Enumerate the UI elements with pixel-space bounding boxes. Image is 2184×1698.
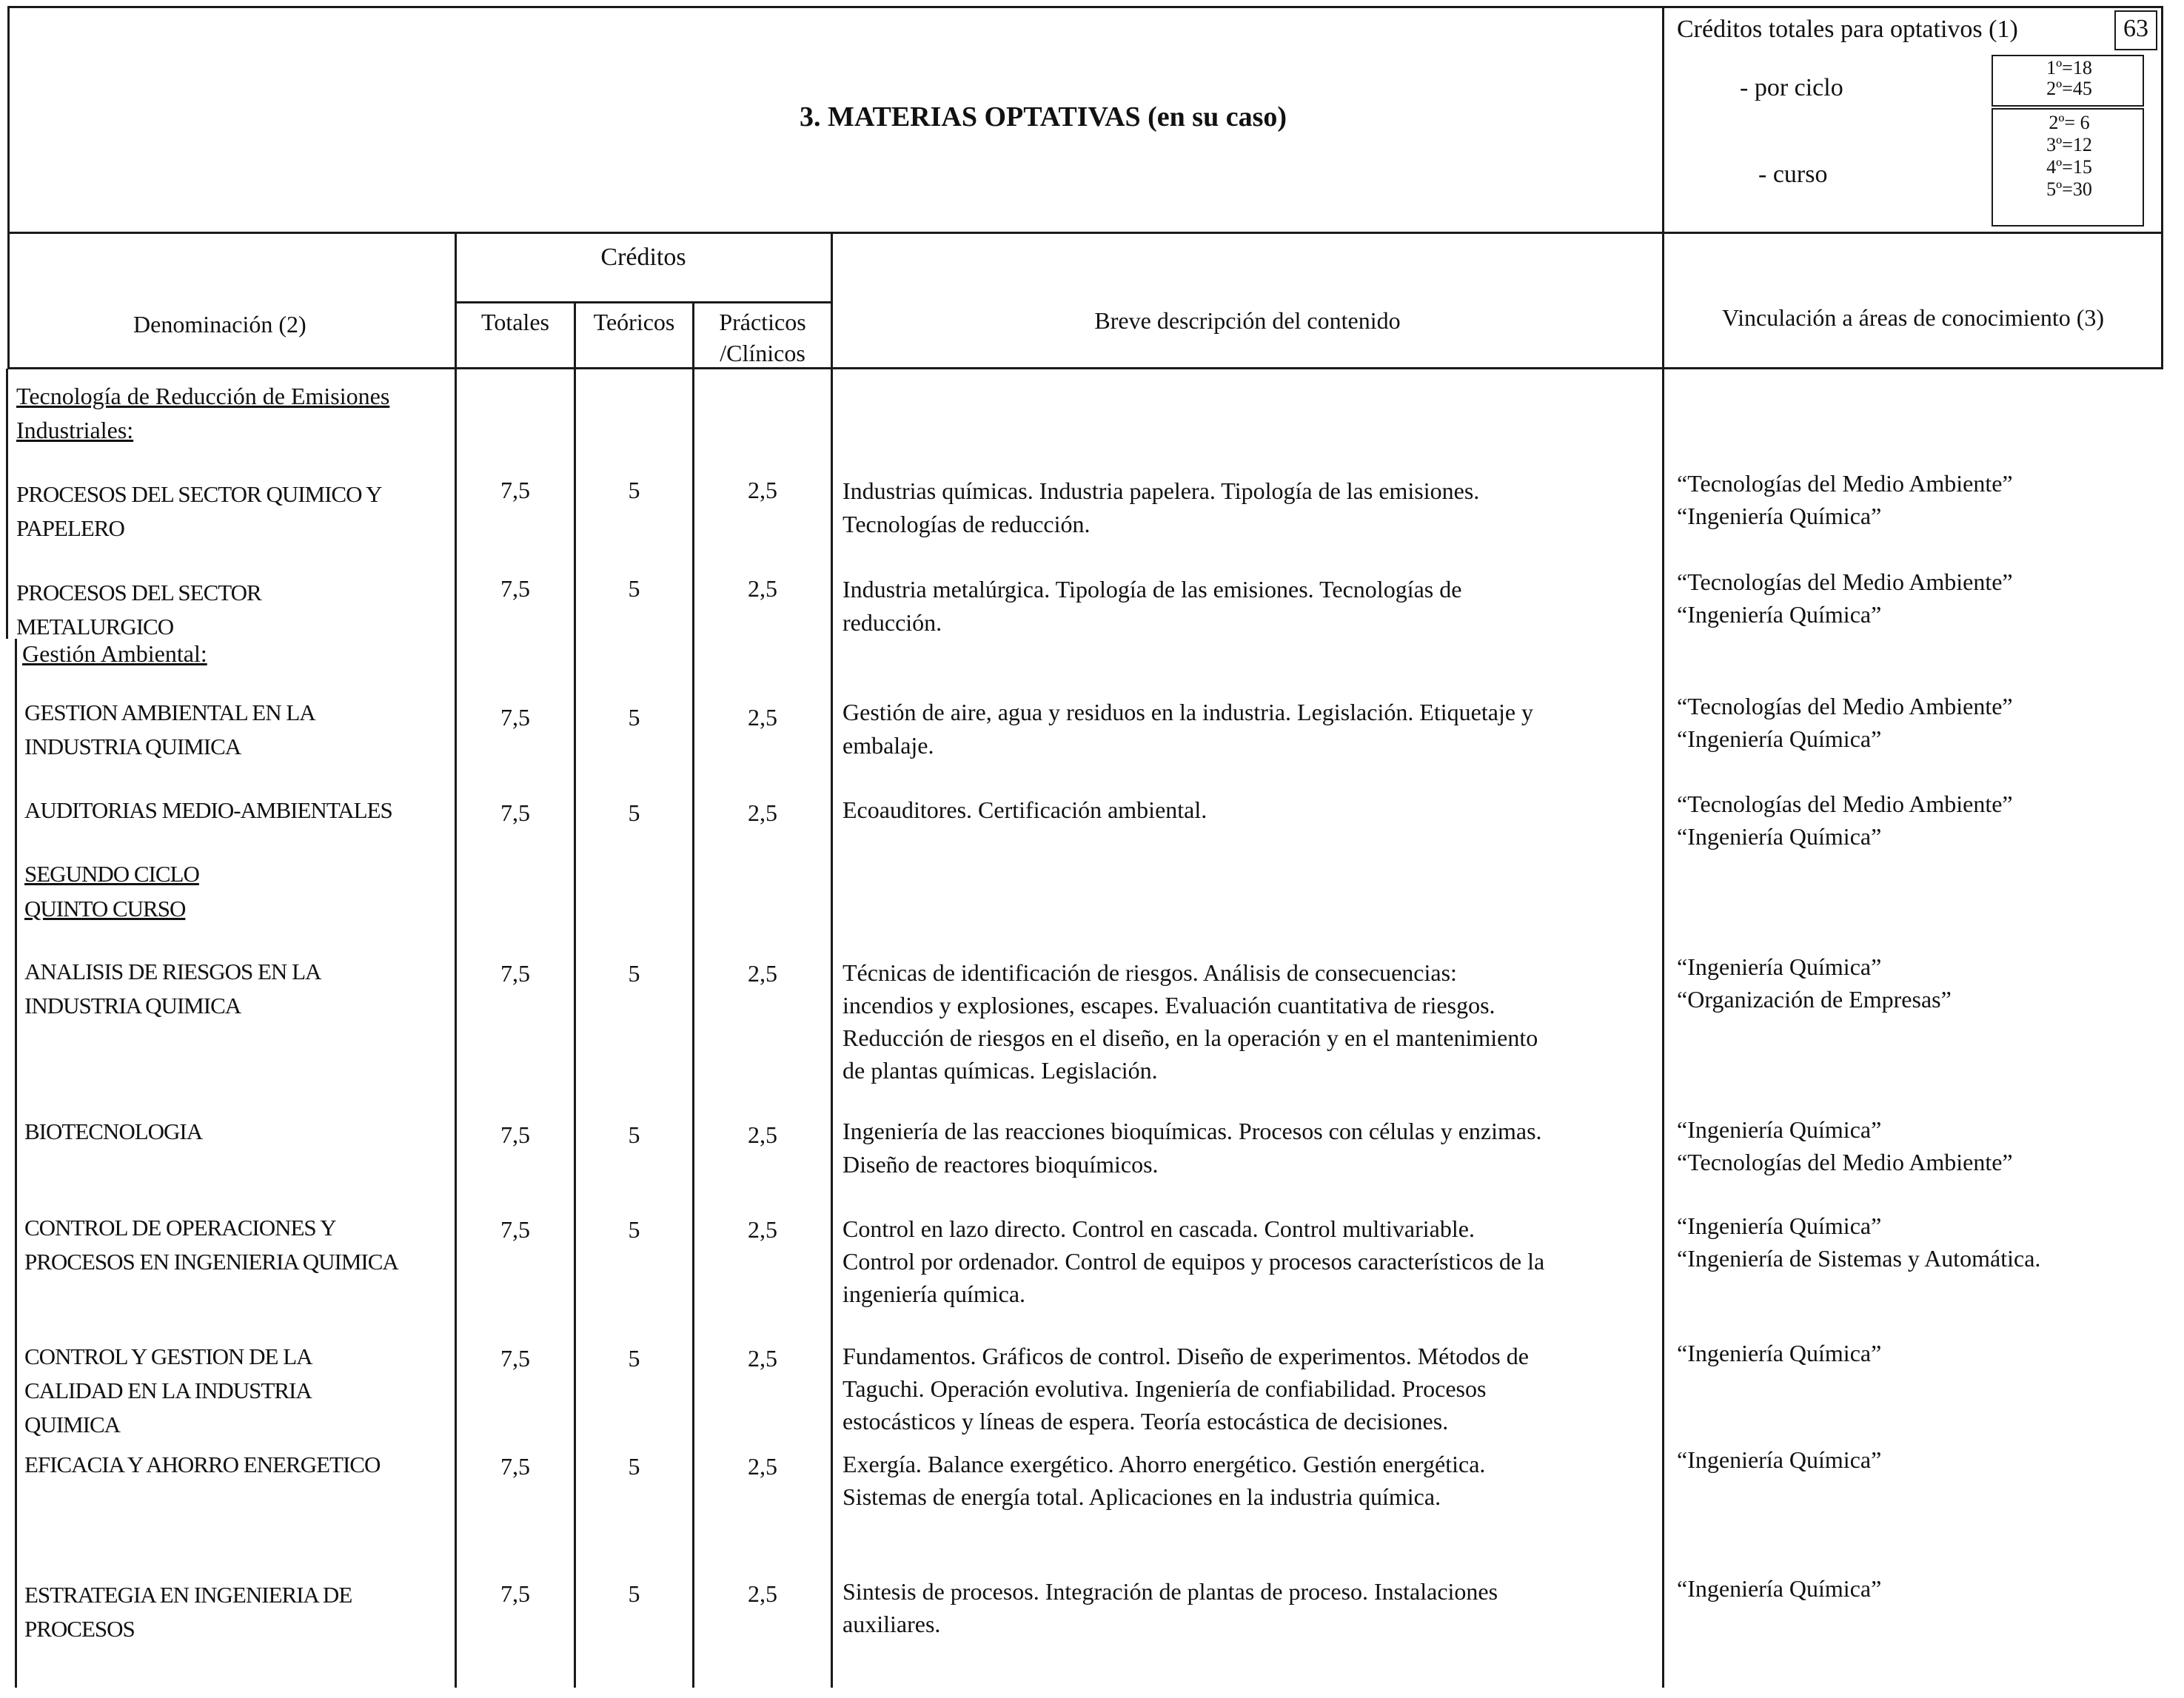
row-totales: 7,5 <box>500 575 530 602</box>
row-desc: Sistemas de energía total. Aplicaciones en la industria química. <box>843 1483 1441 1510</box>
row-totales: 7,5 <box>500 960 530 987</box>
row-area: “Tecnologías del Medio Ambiente” <box>1677 568 2013 595</box>
por-ciclo-label: - por ciclo <box>1740 74 1843 101</box>
row-area: “Organización de Empresas” <box>1677 986 1952 1013</box>
table-row <box>0 793 2184 860</box>
col-totales: Totales <box>481 309 549 335</box>
col-vinculacion: Vinculación a áreas de conocimiento (3) <box>1721 304 2105 331</box>
row-area: “Ingeniería Química” <box>1677 503 1882 529</box>
row-practicos: 2,5 <box>748 575 777 602</box>
row-desc: embalaje. <box>843 732 934 759</box>
row-practicos: 2,5 <box>748 1121 777 1148</box>
row-name: INDUSTRIA QUIMICA <box>24 734 241 759</box>
curso-value: 4º=15 <box>2046 156 2092 178</box>
table-row <box>0 1211 2184 1315</box>
row-desc: Exergía. Balance exergético. Ahorro energético. Gestión energética. <box>843 1451 1486 1477</box>
row-desc: Técnicas de identificación de riesgos. Análisis de consecuencias: <box>843 959 1457 986</box>
section-heading: QUINTO CURSO <box>24 896 186 922</box>
row-teoricos: 5 <box>628 1345 640 1372</box>
table-row <box>0 693 2184 762</box>
curso-value: 5º=30 <box>2046 178 2092 200</box>
row-area: “Ingeniería Química” <box>1677 1446 1882 1473</box>
row-desc: Fundamentos. Gráficos de control. Diseño de experimentos. Métodos de <box>843 1343 1529 1369</box>
table-row <box>0 1115 2184 1181</box>
row-totales: 7,5 <box>500 799 530 826</box>
row-teoricos: 5 <box>628 575 640 602</box>
row-practicos: 2,5 <box>748 799 777 826</box>
curso-value: 3º=12 <box>2046 134 2092 155</box>
row-name: ANALISIS DE RIESGOS EN LA <box>24 959 321 984</box>
row-area: “Tecnologías del Medio Ambiente” <box>1677 791 2013 817</box>
row-desc: Ecoauditores. Certificación ambiental. <box>843 796 1207 823</box>
row-area: “Tecnologías del Medio Ambiente” <box>1677 1149 2013 1175</box>
section-heading: SEGUNDO CICLO <box>24 861 199 887</box>
row-name: AUDITORIAS MEDIO-AMBIENTALES <box>24 797 392 823</box>
section-heading: Gestión Ambiental: <box>22 640 207 667</box>
row-area: “Ingeniería Química” <box>1677 1575 1882 1602</box>
row-teoricos: 5 <box>628 799 640 826</box>
page-title: 3. MATERIAS OPTATIVAS (en su caso) <box>800 101 1287 132</box>
col-practicos: /Clínicos <box>720 340 805 366</box>
row-name: METALURGICO <box>16 614 174 640</box>
row-desc: Tecnologías de reducción. <box>843 511 1091 537</box>
row-desc: Diseño de reactores bioquímicos. <box>843 1151 1159 1178</box>
row-teoricos: 5 <box>628 960 640 987</box>
row-name: INDUSTRIA QUIMICA <box>24 993 241 1019</box>
row-desc: Taguchi. Operación evolutiva. Ingeniería de confiabilidad. Procesos <box>843 1375 1487 1402</box>
row-name: QUIMICA <box>24 1412 121 1437</box>
row-totales: 7,5 <box>500 1345 530 1372</box>
col-descripcion: Breve descripción del contenido <box>1094 307 1401 334</box>
row-totales: 7,5 <box>500 704 530 731</box>
row-area: “Ingeniería Química” <box>1677 953 1882 980</box>
rule <box>455 301 832 303</box>
row-name: CALIDAD EN LA INDUSTRIA <box>24 1377 312 1403</box>
row-practicos: 2,5 <box>748 704 777 731</box>
row-name: GESTION AMBIENTAL EN LA <box>24 699 315 725</box>
table-row <box>0 1340 2184 1443</box>
table-row <box>0 1575 2184 1645</box>
row-desc: Industria metalúrgica. Tipología de las emisiones. Tecnologías de <box>843 576 1462 603</box>
row-teoricos: 5 <box>628 1453 640 1480</box>
row-desc: Gestión de aire, agua y residuos en la industria. Legislación. Etiquetaje y <box>843 699 1534 725</box>
total-credits-label: Créditos totales para optativos (1) <box>1677 16 2018 43</box>
section-heading: Tecnología de Reducción de Emisiones <box>16 383 390 409</box>
row-name: CONTROL Y GESTION DE LA <box>24 1343 312 1369</box>
row-name: PROCESOS DEL SECTOR QUIMICO Y <box>16 481 382 507</box>
row-teoricos: 5 <box>628 1216 640 1243</box>
row-area: “Ingeniería Química” <box>1677 725 1882 752</box>
row-totales: 7,5 <box>500 477 530 503</box>
row-practicos: 2,5 <box>748 1216 777 1243</box>
row-teoricos: 5 <box>628 704 640 731</box>
curso-label: - curso <box>1758 161 1828 188</box>
row-desc: Industrias químicas. Industria papelera. Tipología de las emisiones. <box>843 477 1480 504</box>
row-area: “Ingeniería Química” <box>1677 601 1882 628</box>
row-desc: reducción. <box>843 609 942 636</box>
row-totales: 7,5 <box>500 1216 530 1243</box>
row-practicos: 2,5 <box>748 1580 777 1607</box>
row-desc: estocásticos y líneas de espera. Teoría estocástica de decisiones. <box>843 1408 1449 1434</box>
table-row <box>0 470 2184 551</box>
row-area: “Ingeniería Química” <box>1677 1340 1882 1366</box>
row-desc: auxiliares. <box>843 1611 941 1637</box>
row-teoricos: 5 <box>628 1580 640 1607</box>
table-row <box>0 955 2184 1095</box>
row-area: “Ingeniería Química” <box>1677 823 1882 850</box>
row-practicos: 2,5 <box>748 960 777 987</box>
row-desc: de plantas químicas. Legislación. <box>843 1057 1158 1084</box>
row-name: ESTRATEGIA EN INGENIERIA DE <box>24 1582 352 1608</box>
row-area: “Ingeniería de Sistemas y Automática. <box>1677 1245 2041 1272</box>
row-practicos: 2,5 <box>748 1453 777 1480</box>
col-creditos: Créditos <box>600 244 686 271</box>
row-totales: 7,5 <box>500 1453 530 1480</box>
row-desc: incendios y explosiones, escapes. Evaluación cuantitativa de riesgos. <box>843 992 1495 1019</box>
row-desc: Reducción de riesgos en el diseño, en la operación y en el mantenimiento <box>843 1024 1538 1051</box>
row-name: EFICACIA Y AHORRO ENERGETICO <box>24 1452 381 1477</box>
row-practicos: 2,5 <box>748 1345 777 1372</box>
por-ciclo-value: 1º=18 <box>2046 57 2092 78</box>
row-area: “Tecnologías del Medio Ambiente” <box>1677 470 2013 497</box>
rule <box>7 6 2163 8</box>
rule <box>7 367 2163 369</box>
row-totales: 7,5 <box>500 1121 530 1148</box>
rule <box>7 232 2163 234</box>
row-desc: Ingeniería de las reacciones bioquímicas. Procesos con células y enzimas. <box>843 1118 1542 1144</box>
row-practicos: 2,5 <box>748 477 777 503</box>
table-row <box>0 568 2184 642</box>
row-teoricos: 5 <box>628 477 640 503</box>
col-practicos: Prácticos <box>719 309 806 335</box>
row-desc: Sintesis de procesos. Integración de plantas de proceso. Instalaciones <box>843 1578 1498 1605</box>
row-name: PROCESOS EN INGENIERIA QUIMICA <box>24 1249 398 1275</box>
total-credits-value: 63 <box>2123 15 2148 42</box>
col-denominacion: Denominación (2) <box>133 311 307 338</box>
row-totales: 7,5 <box>500 1580 530 1607</box>
rule <box>7 6 10 369</box>
row-area: “Ingeniería Química” <box>1677 1116 1882 1143</box>
row-desc: ingeniería química. <box>843 1281 1026 1307</box>
table-row <box>0 1448 2184 1514</box>
row-name: CONTROL DE OPERACIONES Y <box>24 1215 336 1241</box>
row-name: BIOTECNOLOGIA <box>24 1118 203 1144</box>
curso-value: 2º= 6 <box>2049 112 2090 133</box>
row-name: PAPELERO <box>16 515 124 541</box>
row-area: “Tecnologías del Medio Ambiente” <box>1677 693 2013 719</box>
por-ciclo-value: 2º=45 <box>2046 78 2092 99</box>
row-teoricos: 5 <box>628 1121 640 1148</box>
row-desc: Control por ordenador. Control de equipos y procesos característicos de la <box>843 1248 1545 1275</box>
row-desc: Control en lazo directo. Control en cascada. Control multivariable. <box>843 1215 1475 1242</box>
row-name: PROCESOS DEL SECTOR <box>16 580 261 605</box>
row-name: PROCESOS <box>24 1616 135 1642</box>
section-heading: Industriales: <box>16 417 134 443</box>
row-area: “Ingeniería Química” <box>1677 1212 1882 1239</box>
col-teoricos: Teóricos <box>593 309 675 335</box>
